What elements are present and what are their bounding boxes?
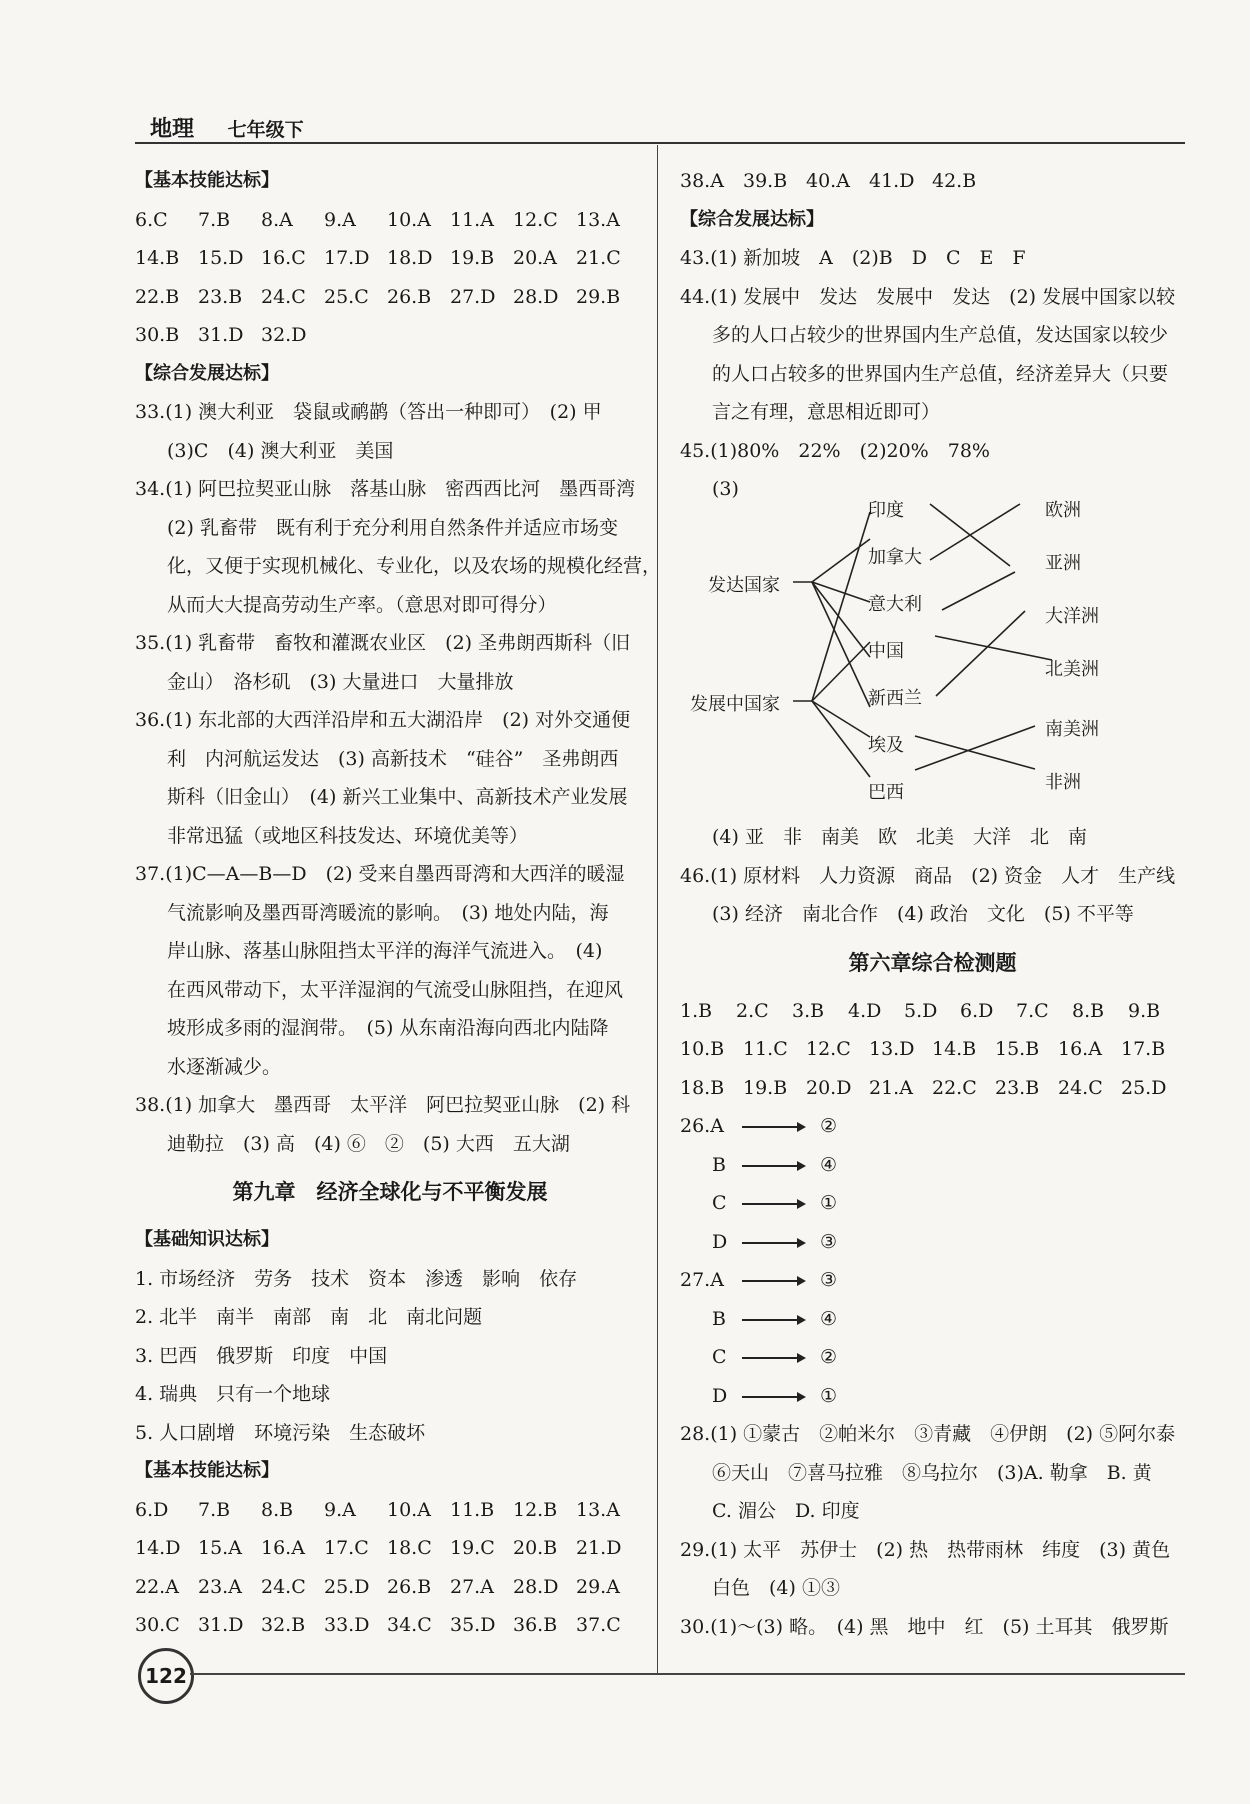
- answer-item: 14.B: [932, 1038, 977, 1060]
- answer-row: [135, 1606, 645, 1645]
- answer-item: 27.A: [450, 1575, 494, 1598]
- answer-item: 20.A: [513, 247, 557, 269]
- answer-item: 15.A: [198, 1537, 242, 1559]
- country-new-zealand: 新西兰: [868, 688, 922, 709]
- answer-line: 37.(1)C—A—B—D (2) 受来自墨西哥湾和大西洋的暖湿: [135, 863, 625, 885]
- continent-africa: 非洲: [1045, 772, 1081, 793]
- matching-label: B: [712, 1153, 726, 1176]
- answer-line: (2) 乳畜带 既有利于充分利用自然条件并适应市场变: [167, 516, 618, 539]
- answer-item: 31.D: [198, 324, 244, 346]
- answer-item: 1.B: [680, 999, 713, 1022]
- answer-item: 20.D: [806, 1076, 852, 1099]
- page-number: 122: [138, 1648, 194, 1704]
- answer-item: 12.C: [513, 208, 558, 231]
- answer-line: 29.(1) 太平 苏伊士 (2) 热 热带雨林 纬度 (3) 黄色: [680, 1538, 1171, 1561]
- continent-asia: 亚洲: [1045, 553, 1081, 574]
- answer-item: 19.B: [743, 1076, 788, 1099]
- answer-item: 17.C: [324, 1537, 369, 1559]
- country-egypt: 埃及: [868, 735, 904, 756]
- answer-row: [680, 1069, 1185, 1108]
- answer-item: 28.D: [513, 1575, 559, 1598]
- answer-row: [135, 201, 645, 240]
- answer-line: 28.(1) ①蒙古 ②帕米尔 ③青藏 ④伊朗 (2) ⑤阿尔泰: [680, 1423, 1176, 1445]
- page-header: [150, 112, 304, 143]
- column-divider: [657, 145, 658, 1673]
- section-heading: 【基本技能达标】: [135, 1460, 279, 1481]
- answer-item: 33.D: [324, 1614, 370, 1636]
- answer-item: 7.B: [198, 208, 231, 231]
- answer-item: 15.D: [198, 247, 244, 269]
- right-column-bottom: [680, 818, 1185, 1646]
- chapter-title: 第六章综合检测题: [848, 950, 1017, 975]
- country-china: 中国: [868, 641, 904, 662]
- matching-row: [680, 1107, 1185, 1146]
- chapter-title: 第九章 经济全球化与不平衡发展: [232, 1180, 548, 1204]
- matching-target: ②: [820, 1346, 838, 1368]
- arrow-icon: [742, 1203, 804, 1205]
- answer-item: 8.B: [261, 1498, 294, 1521]
- arrow-icon: [742, 1280, 804, 1282]
- answer-line: 5. 人口剧增 环境污染 生态破坏: [135, 1421, 426, 1444]
- country-continent-matching-diagram: [680, 482, 1200, 812]
- answer-line: 44.(1) 发展中 发达 发展中 发达 (2) 发展中国家以较: [680, 285, 1176, 308]
- answer-item: 10.A: [387, 1498, 431, 1521]
- arrow-icon: [742, 1126, 804, 1128]
- answer-item: 22.B: [135, 285, 180, 308]
- answer-item: 8.B: [1072, 999, 1105, 1022]
- answer-line: C. 湄公 D. 印度: [712, 1500, 860, 1522]
- answer-item: 21.C: [576, 247, 621, 269]
- matching-label: D: [712, 1230, 728, 1253]
- answer-line: 气流影响及墨西哥湾暖流的影响。 (3) 地处内陆，海: [167, 901, 609, 924]
- answer-item: 23.A: [198, 1575, 242, 1598]
- answer-item: 12.B: [513, 1498, 558, 1521]
- matching-target: ②: [820, 1115, 838, 1137]
- answer-item: 41.D: [869, 170, 915, 192]
- group-developed: 发达国家: [708, 575, 780, 596]
- answer-item: 31.D: [198, 1614, 244, 1636]
- answer-row: [135, 1568, 645, 1607]
- answer-item: 16.A: [261, 1537, 305, 1559]
- answer-item: 30.C: [135, 1614, 180, 1636]
- answer-item: 17.B: [1121, 1038, 1166, 1060]
- group-developing: 发展中国家: [690, 694, 780, 715]
- country-canada: 加拿大: [868, 547, 922, 568]
- matching-label: B: [712, 1307, 726, 1330]
- answer-line: ⑥天山 ⑦喜马拉雅 ⑧乌拉尔 (3)A. 勒拿 B. 黄: [712, 1461, 1152, 1484]
- answer-line: 2. 北半 南半 南部 南 北 南北问题: [135, 1306, 483, 1328]
- continent-south-america: 南美洲: [1045, 719, 1099, 740]
- section-heading: 【基本技能达标】: [135, 170, 279, 191]
- section-heading: 【综合发展达标】: [135, 362, 279, 384]
- answer-item: 42.B: [932, 170, 977, 192]
- answer-item: 16.A: [1058, 1038, 1102, 1060]
- answer-item: 19.C: [450, 1537, 495, 1559]
- arrow-icon: [742, 1165, 804, 1167]
- answer-item: 4.D: [848, 999, 882, 1022]
- answer-row: [680, 162, 1185, 201]
- grade-label: 七年级下: [227, 119, 304, 141]
- answer-line: 3. 巴西 俄罗斯 印度 中国: [135, 1344, 388, 1367]
- answer-item: 37.C: [576, 1614, 621, 1636]
- answer-item: 11.C: [743, 1038, 788, 1060]
- answer-item: 34.C: [387, 1614, 432, 1636]
- answer-line: 33.(1) 澳大利亚 袋鼠或鸸鹋（答出一种即可） (2) 甲: [135, 401, 602, 423]
- answer-line: (3)C (4) 澳大利亚 美国: [167, 439, 394, 462]
- answer-item: 18.C: [387, 1537, 432, 1559]
- answer-item: 16.C: [261, 247, 306, 269]
- matching-row: [680, 1184, 1185, 1223]
- answer-line: 30.(1)～(3) 略。 (4) 黑 地中 红 (5) 土耳其 俄罗斯: [680, 1615, 1169, 1638]
- answer-line: 化，又便于实现机械化、专业化，以及农场的规模化经营，: [167, 555, 662, 577]
- answer-line: 言之有理，意思相近即可）: [712, 401, 941, 423]
- matching-row: [680, 1377, 1185, 1416]
- answer-item: 7.C: [1016, 999, 1049, 1022]
- answer-item: 8.A: [261, 208, 293, 231]
- answer-line: 斯科（旧金山） (4) 新兴工业集中、高新技术产业发展: [167, 786, 628, 808]
- answer-item: 14.B: [135, 247, 180, 269]
- matching-target: ④: [820, 1307, 838, 1330]
- answer-item: 29.B: [576, 285, 621, 308]
- right-column-top: [680, 162, 1185, 509]
- answer-line: 坡形成多雨的湿润带。 (5) 从东南沿海向西北内陆降: [167, 1017, 609, 1039]
- answer-item: 20.B: [513, 1537, 558, 1559]
- answer-item: 40.A: [806, 170, 850, 192]
- matching-target: ④: [820, 1153, 838, 1176]
- matching-row: [680, 1261, 1185, 1300]
- answer-item: 10.A: [387, 208, 431, 231]
- answer-row: [135, 1491, 645, 1530]
- matching-row: [680, 1223, 1185, 1262]
- answer-item: 39.B: [743, 170, 788, 192]
- answer-item: 6.D: [135, 1498, 169, 1521]
- answer-line: 迪勒拉 (3) 高 (4) ⑥ ② (5) 大西 五大湖: [167, 1132, 570, 1155]
- matching-label: 26.A: [680, 1115, 724, 1137]
- section-heading: 【综合发展达标】: [680, 208, 824, 230]
- matching-target: ①: [820, 1192, 838, 1214]
- answer-item: 19.B: [450, 247, 495, 269]
- left-column: [135, 162, 662, 1645]
- answer-line: 金山） 洛杉矶 (3) 大量进口 大量排放: [167, 670, 514, 693]
- answer-item: 2.C: [736, 999, 769, 1022]
- matching-label: D: [712, 1384, 728, 1407]
- answer-row: [135, 278, 645, 317]
- answer-item: 14.D: [135, 1537, 181, 1559]
- answer-item: 36.B: [513, 1614, 558, 1636]
- answer-item: 5.D: [904, 999, 938, 1022]
- answer-item: 28.D: [513, 285, 559, 308]
- answer-item: 7.B: [198, 1498, 231, 1521]
- section-heading: 【基础知识达标】: [135, 1229, 279, 1250]
- answer-line: 多的人口占较少的世界国内生产总值，发达国家以较少: [712, 324, 1169, 346]
- answer-item: 24.C: [261, 285, 306, 308]
- answer-item: 3.B: [792, 999, 825, 1022]
- matching-row: [680, 1300, 1185, 1339]
- answer-line: 岸山脉、落基山脉阻挡太平洋的海洋气流进入。 (4): [167, 940, 603, 962]
- answer-item: 10.B: [680, 1038, 725, 1060]
- answer-item: 21.D: [576, 1537, 622, 1559]
- answer-item: 38.A: [680, 170, 724, 192]
- answer-line: 43.(1) 新加坡 A (2)B D C E F: [680, 247, 1026, 269]
- answer-item: 26.B: [387, 1575, 432, 1598]
- answer-item: 11.B: [450, 1498, 495, 1521]
- answer-item: 29.A: [576, 1575, 620, 1598]
- answer-item: 25.D: [324, 1575, 370, 1598]
- continent-europe: 欧洲: [1045, 500, 1081, 521]
- header-rule: [135, 142, 1185, 144]
- answer-line: 非常迅猛（或地区科技发达、环境优美等）: [167, 824, 529, 847]
- answer-item: 25.D: [1121, 1076, 1167, 1099]
- answer-item: 15.B: [995, 1038, 1040, 1060]
- matching-label: C: [712, 1192, 727, 1214]
- subject-label: 地理: [150, 117, 195, 142]
- country-india: 印度: [868, 500, 904, 521]
- answer-item: 17.D: [324, 247, 370, 269]
- answer-line: 利 内河航运发达 (3) 高新技术 “硅谷” 圣弗朗西: [167, 747, 619, 770]
- answer-item: 27.D: [450, 285, 496, 308]
- answer-item: 25.C: [324, 285, 369, 308]
- continent-north-america: 北美洲: [1045, 659, 1099, 680]
- answer-item: 18.D: [387, 247, 433, 269]
- answer-line: 的人口占较多的世界国内生产总值，经济差异大（只要: [712, 362, 1169, 385]
- answer-line: 1. 市场经济 劳务 技术 资本 渗透 影响 依存: [135, 1267, 578, 1290]
- arrow-icon: [742, 1357, 804, 1359]
- answer-item: 30.B: [135, 324, 180, 346]
- answer-line: 46.(1) 原材料 人力资源 商品 (2) 资金 人才 生产线: [680, 864, 1176, 887]
- answer-item: 13.D: [869, 1038, 915, 1060]
- answer-item: 32.D: [261, 324, 307, 346]
- answer-line: 34.(1) 阿巴拉契亚山脉 落基山脉 密西西比河 墨西哥湾: [135, 478, 636, 500]
- matching-target: ③: [820, 1269, 838, 1291]
- answer-item: 18.B: [680, 1076, 725, 1099]
- answer-line: 从而大大提高劳动生产率。（意思对即可得分）: [167, 593, 557, 616]
- answer-line: 45.(1)80% 22% (2)20% 78%: [680, 439, 990, 462]
- answer-row: [680, 992, 1185, 1031]
- answer-row: [135, 239, 645, 278]
- answer-line: (3) 经济 南北合作 (4) 政治 文化 (5) 不平等: [712, 903, 1134, 925]
- answer-item: 12.C: [806, 1038, 851, 1060]
- country-italy: 意大利: [868, 594, 922, 615]
- answer-item: 22.A: [135, 1575, 179, 1598]
- arrow-icon: [742, 1396, 804, 1398]
- matching-label: C: [712, 1346, 727, 1368]
- answer-item: 13.A: [576, 208, 620, 231]
- answer-line: 4. 瑞典 只有一个地球: [135, 1383, 331, 1405]
- footer-rule: [190, 1673, 1185, 1675]
- continent-oceania: 大洋洲: [1045, 606, 1099, 627]
- arrow-icon: [742, 1242, 804, 1244]
- answer-item: 22.C: [932, 1076, 977, 1099]
- answer-item: 24.C: [261, 1575, 306, 1598]
- matching-row: [680, 1338, 1185, 1377]
- answer-item: 24.C: [1058, 1076, 1103, 1099]
- answer-line: (3): [712, 478, 739, 500]
- answer-item: 35.D: [450, 1614, 496, 1636]
- answer-line: 35.(1) 乳畜带 畜牧和灌溉农业区 (2) 圣弗朗西斯科（旧: [135, 632, 631, 654]
- answer-item: 26.B: [387, 285, 432, 308]
- answer-line: 38.(1) 加拿大 墨西哥 太平洋 阿巴拉契亚山脉 (2) 科: [135, 1094, 631, 1116]
- answer-row: [135, 1529, 645, 1568]
- answer-item: 6.D: [960, 999, 994, 1022]
- arrow-icon: [742, 1319, 804, 1321]
- answer-line: 水逐渐减少。: [167, 1055, 282, 1078]
- answer-line: 白色 (4) ①③: [712, 1577, 840, 1599]
- answer-line: (4) 亚 非 南美 欧 北美 大洋 北 南: [712, 826, 1087, 848]
- answer-row: [135, 316, 645, 355]
- answer-item: 11.A: [450, 208, 494, 231]
- answer-line: 在西风带动下，太平洋湿润的气流受山脉阻挡，在迎风: [167, 978, 624, 1001]
- answer-item: 32.B: [261, 1614, 306, 1636]
- answer-item: 23.B: [995, 1076, 1040, 1099]
- matching-label: 27.A: [680, 1269, 724, 1291]
- answer-item: 6.C: [135, 208, 168, 231]
- country-brazil: 巴西: [868, 782, 904, 803]
- answer-item: 23.B: [198, 285, 243, 308]
- matching-target: ③: [820, 1230, 838, 1253]
- answer-line: 36.(1) 东北部的大西洋沿岸和五大湖沿岸 (2) 对外交通便: [135, 709, 631, 731]
- answer-item: 21.A: [869, 1076, 913, 1099]
- answer-item: 13.A: [576, 1498, 620, 1521]
- answer-item: 9.A: [324, 208, 356, 231]
- matching-target: ①: [820, 1384, 838, 1407]
- answer-row: [680, 1030, 1185, 1069]
- answer-item: 9.A: [324, 1498, 356, 1521]
- answer-item: 9.B: [1128, 999, 1161, 1022]
- matching-row: [680, 1146, 1185, 1185]
